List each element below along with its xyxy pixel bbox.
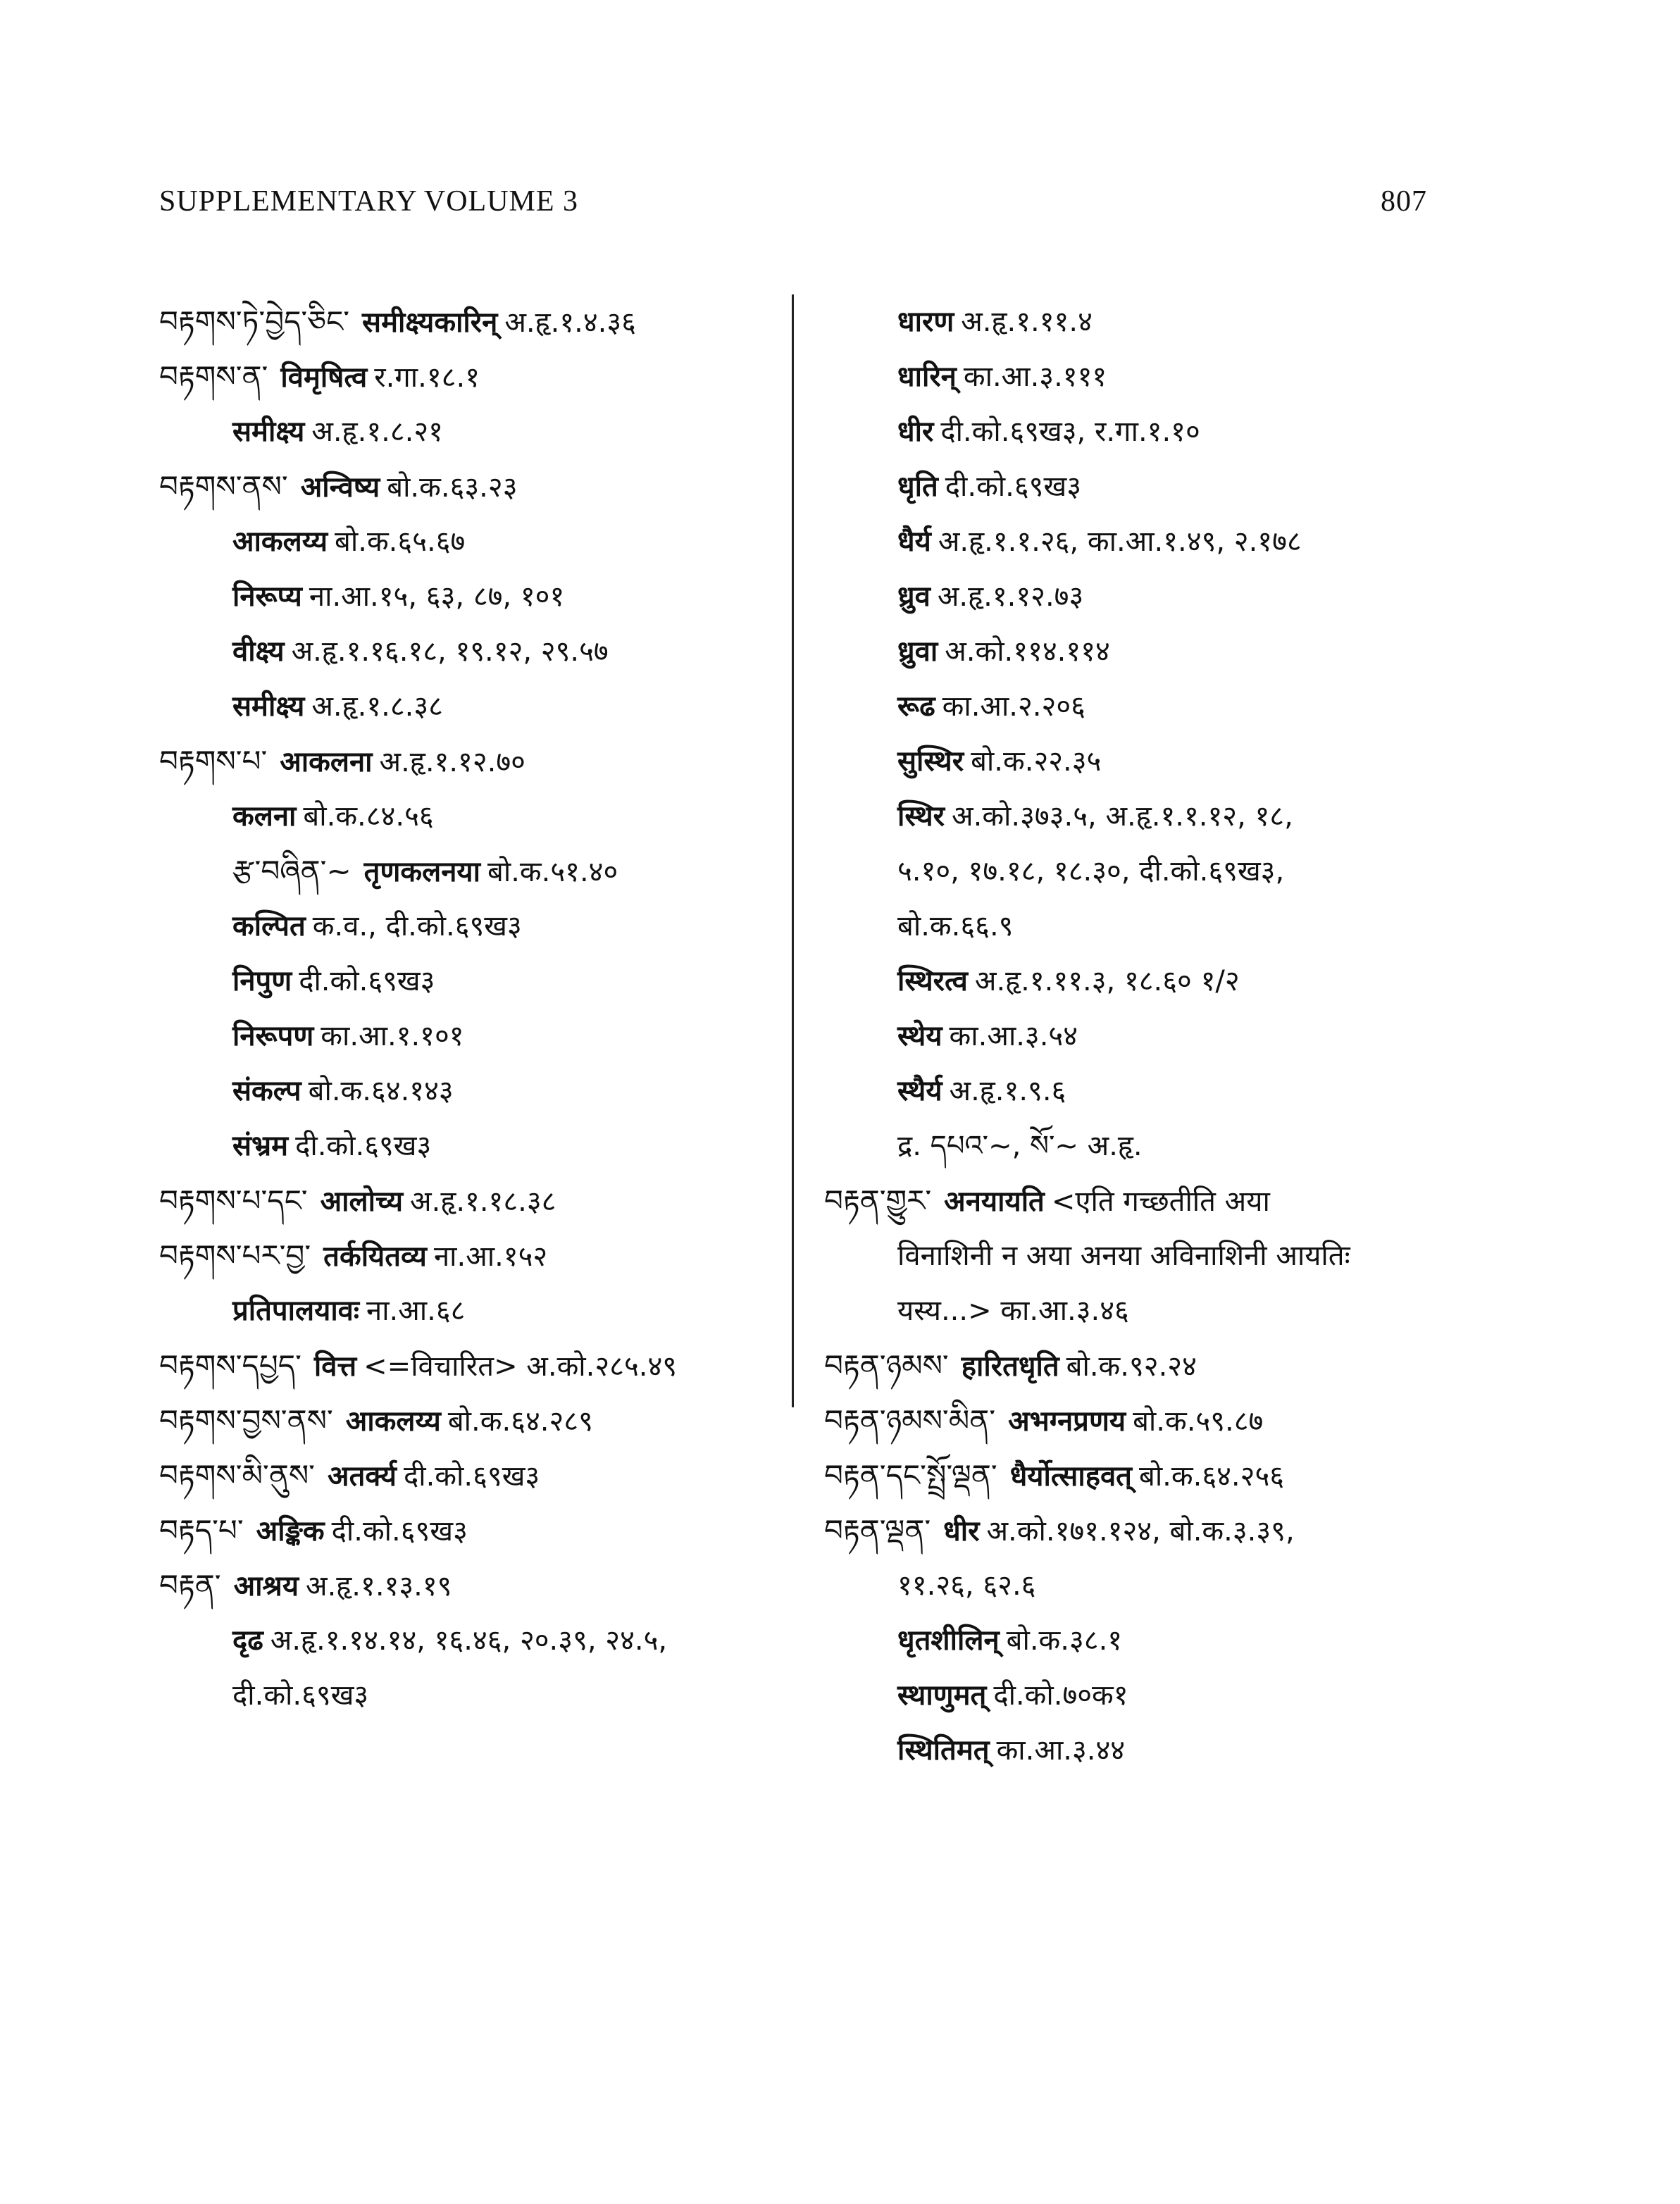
source-reference: ना.आ.१५, ६३, ८७, १०१ (309, 580, 565, 613)
sanskrit-headword: धारिन् (897, 361, 957, 393)
dictionary-entry (159, 1009, 779, 1064)
source-reference: बो.क.२२.३५ (971, 745, 1102, 778)
source-reference: का.आ.३.४४ (996, 1734, 1126, 1767)
source-reference: अ.हृ.१.१४.१४, १६.४६, २०.३९, २४.५, (270, 1624, 668, 1657)
dictionary-entry (159, 1119, 779, 1173)
sanskrit-headword: तृणकलनया (363, 856, 480, 888)
source-reference: र.गा.१८.१ (374, 361, 480, 394)
dictionary-entry (159, 1064, 779, 1119)
sanskrit-headword: स्थिर (897, 800, 945, 833)
tibetan-term: བརྟགས་པ་དང་ (159, 1183, 308, 1218)
source-reference: <एति गच्छतीति अया (1051, 1185, 1270, 1218)
tibetan-term: བརྟན་གྱུར་ (824, 1183, 932, 1218)
right-column (824, 294, 1486, 1778)
dictionary-entry (824, 1173, 1486, 1228)
sanskrit-headword: कल्पित (232, 910, 306, 942)
dictionary-entry (159, 844, 779, 899)
sanskrit-headword: अङ्किक (256, 1515, 325, 1548)
sanskrit-headword: धीर (897, 416, 934, 448)
column-divider (792, 294, 794, 1407)
dictionary-entry (159, 1338, 779, 1393)
dictionary-entry (824, 514, 1486, 569)
dictionary-entry (824, 1668, 1486, 1723)
source-reference: अ.को.३७३.५, अ.हृ.१.१.१२, १८, (952, 800, 1293, 833)
source-reference: दी.को.६९ख३ (232, 1679, 369, 1712)
source-reference: दी.को.६९ख३ (945, 471, 1081, 503)
page-number: 807 (1381, 185, 1427, 218)
tibetan-term: བརྟན་ལྡན་ (824, 1513, 931, 1548)
sanskrit-headword: रूढ (897, 690, 935, 723)
tibetan-term: བརྟགས་ན་ (159, 359, 268, 394)
dictionary-entry (159, 1503, 779, 1558)
dictionary-entry (159, 679, 779, 734)
sanskrit-headword: तर्कयितव्य (323, 1240, 427, 1273)
dictionary-entry (824, 954, 1486, 1009)
dictionary-entry (159, 624, 779, 679)
tibetan-term: བརྟན་དང་སྤྲོ་ལྡན་ (824, 1458, 997, 1493)
source-reference: अ.को.१७१.१२४, बो.क.३.३९, (986, 1515, 1295, 1548)
sanskrit-headword: धैर्योत्साहवत् (1009, 1460, 1132, 1493)
source-reference: का.आ.३.५४ (949, 1020, 1078, 1052)
source-reference: दी.को.७०क१ (993, 1679, 1128, 1712)
source-reference: बो.क.५१.४० (487, 856, 618, 888)
source-reference: ५.१०, १७.१८, १८.३०, दी.को.६९ख३, (897, 855, 1285, 888)
sanskrit-headword: स्थैर्य (897, 1075, 942, 1107)
tibetan-term: བརྟན་ (159, 1568, 221, 1602)
dictionary-entry (159, 404, 779, 459)
dictionary-entry (824, 349, 1486, 404)
tibetan-term: བརྟགས་བྱས་ནས་ (159, 1403, 333, 1438)
source-reference: अ.हृ.१.८.३८ (311, 690, 443, 723)
dictionary-entry (159, 1558, 779, 1613)
tibetan-term: བརྟགས་པ་ (159, 744, 268, 778)
source-reference: बो.क.६५.६७ (335, 525, 466, 558)
source-reference: विनाशिनी न अया अनया अविनाशिनी आयतिः (897, 1240, 1350, 1272)
source-reference: ११.२६, ६२.६ (897, 1569, 1036, 1602)
source-reference: अ.हृ.१.१६.१८, १९.१२, २९.५७ (291, 635, 609, 668)
sanskrit-headword: संकल्प (232, 1075, 301, 1107)
source-reference: दी.को.६९ख३ (403, 1460, 540, 1493)
sanskrit-headword: स्थेय (897, 1020, 942, 1052)
sanskrit-headword: आश्रय (233, 1570, 299, 1602)
dictionary-entry (159, 1668, 779, 1723)
dictionary-entry (159, 1283, 779, 1338)
source-reference: <=विचारित> अ.को.२८५.४९ (363, 1350, 678, 1383)
dictionary-entry (824, 899, 1486, 954)
tibetan-term: བརྟགས་པར་བྱ་ (159, 1238, 311, 1273)
source-reference: अ.हृ.१.११.४ (961, 306, 1093, 338)
source-reference: दी.को.६९ख३, र.गा.१.१० (940, 416, 1200, 448)
sanskrit-headword: सुस्थिर (897, 745, 964, 778)
dictionary-entry (824, 1064, 1486, 1119)
dictionary-entry (159, 349, 779, 404)
source-reference: का.आ.२.२०६ (942, 690, 1085, 723)
tibetan-term: བརྟགས་ཏེ་བྱེད་ཅིང་ (159, 304, 350, 339)
sanskrit-headword: निपुण (232, 965, 292, 997)
sanskrit-headword: निरूप्य (232, 580, 302, 613)
source-reference: का.आ.३.१११ (963, 361, 1107, 393)
dictionary-entry (159, 1228, 779, 1283)
dictionary-entry (824, 459, 1486, 514)
source-reference: बो.क.५९.८७ (1133, 1405, 1264, 1438)
source-reference: का.आ.१.१०१ (321, 1020, 464, 1052)
running-header: SUPPLEMENTARY VOLUME 3 (159, 185, 579, 218)
sanskrit-headword: समीक्ष्य (232, 416, 305, 448)
dictionary-entry (824, 1009, 1486, 1064)
sanskrit-headword: समीक्ष्य (232, 690, 305, 723)
sanskrit-headword: दृढ (232, 1624, 263, 1657)
dictionary-entry (824, 624, 1486, 679)
sanskrit-headword: धैर्य (897, 525, 931, 558)
sanskrit-headword: अनयायति (944, 1185, 1045, 1218)
sanskrit-headword: वीक्ष्य (232, 635, 285, 668)
dictionary-entry (824, 789, 1486, 844)
sanskrit-headword: आलोच्य (320, 1185, 404, 1218)
source-reference: अ.हृ.१.१.२६, का.आ.१.४९, २.१७८ (938, 525, 1302, 558)
dictionary-entry (824, 1338, 1486, 1393)
dictionary-entry (159, 459, 779, 514)
dictionary-entry (824, 294, 1486, 349)
source-reference: बो.क.६४.१४३ (308, 1075, 454, 1107)
sanskrit-headword: धीर (943, 1515, 980, 1548)
dictionary-entry (159, 734, 779, 789)
source-reference: ना.आ.६८ (366, 1295, 466, 1327)
dictionary-entry (159, 294, 779, 349)
tibetan-term: བརྟགས་ནས་ (159, 469, 288, 504)
sanskrit-headword: निरूपण (232, 1020, 314, 1052)
dictionary-entry (159, 1393, 779, 1448)
dictionary-entry (824, 1723, 1486, 1778)
sanskrit-headword: अभग्नप्रणय (1008, 1405, 1126, 1438)
source-reference: क.व., दी.को.६९ख३ (312, 910, 522, 942)
dictionary-entry (824, 1283, 1486, 1338)
sanskrit-headword: अतर्क्य (328, 1460, 397, 1493)
source-reference: अ.हृ.१.१२.७० (379, 746, 525, 778)
source-reference: बो.क.९२.२४ (1066, 1350, 1197, 1383)
dictionary-entry (159, 1173, 779, 1228)
sanskrit-headword: वित्त (313, 1350, 357, 1383)
tibetan-term: བརྟད་པ་ (159, 1513, 244, 1548)
source-reference: अ.हृ.१.१३.१९ (306, 1570, 452, 1602)
dictionary-entry (159, 899, 779, 954)
sanskrit-headword: ध्रुवा (897, 635, 938, 668)
sanskrit-headword: कलना (232, 800, 297, 833)
sanskrit-headword: धृति (897, 471, 938, 503)
dictionary-entry (824, 1503, 1486, 1558)
sanskrit-headword: समीक्ष्यकारिन् (362, 306, 498, 339)
sanskrit-headword: अन्विष्य (300, 471, 380, 504)
sanskrit-headword: आकलय्य (345, 1405, 441, 1438)
left-column (159, 294, 779, 1723)
tibetan-term: བརྟགས་དཔྱད་ (159, 1348, 301, 1383)
tibetan-term: བརྟན་ཉམས་མིན་ (824, 1403, 996, 1438)
sanskrit-headword: हारितधृति (961, 1350, 1059, 1383)
sanskrit-headword: ध्रुव (897, 580, 931, 613)
source-reference: अ.को.११४.११४ (945, 635, 1110, 668)
tibetan-term: རྩ་བཞིན་~ (232, 854, 351, 888)
source-reference: अ.हृ.१.१२.७३ (937, 580, 1084, 613)
sanskrit-headword: स्थितिमत् (897, 1734, 990, 1767)
source-reference: दी.को.६९ख३ (295, 1130, 432, 1162)
dictionary-entry (824, 404, 1486, 459)
dictionary-entry (159, 789, 779, 844)
dictionary-entry (824, 569, 1486, 624)
sanskrit-headword: विमृषित्व (280, 361, 368, 394)
sanskrit-headword: प्रतिपालयावः (232, 1295, 359, 1327)
source-reference: बो.क.३८.१ (1006, 1624, 1123, 1657)
dictionary-entry (824, 844, 1486, 899)
sanskrit-headword: धृतशीलिन् (897, 1624, 1000, 1657)
source-reference: बो.क.६३.२३ (387, 471, 518, 504)
source-reference: यस्य...> का.आ.३.४६ (897, 1295, 1129, 1327)
dictionary-entry (824, 1228, 1486, 1283)
dictionary-entry (824, 679, 1486, 734)
source-reference: अ.हृ.१.८.२१ (311, 416, 443, 448)
dictionary-entry (159, 514, 779, 569)
sanskrit-headword: धारण (897, 306, 954, 338)
dictionary-entry (159, 954, 779, 1009)
sanskrit-headword: स्थाणुमत् (897, 1679, 987, 1712)
dictionary-entry (824, 1613, 1486, 1668)
tibetan-term: བརྟན་ཉམས་ (824, 1348, 949, 1383)
sanskrit-headword: संभ्रम (232, 1130, 289, 1162)
sanskrit-headword: स्थिरत्व (897, 965, 968, 997)
source-reference: दी.को.६९ख३ (299, 965, 435, 997)
dictionary-entry (824, 734, 1486, 789)
dictionary-entry (824, 1393, 1486, 1448)
source-reference: बो.क.६६.९ (897, 910, 1014, 942)
source-reference: अ.हृ.१.९.६ (949, 1075, 1066, 1107)
source-reference: अ.हृ.१.४.३६ (504, 306, 636, 339)
source-reference: ना.आ.१५२ (433, 1240, 548, 1273)
source-reference: बो.क.८४.५६ (303, 800, 434, 833)
dictionary-entry (159, 1448, 779, 1503)
dictionary-entry (824, 1448, 1486, 1503)
tibetan-term: བརྟགས་མི་ནུས་ (159, 1458, 316, 1493)
dictionary-entry (824, 1119, 1486, 1173)
source-reference: दी.को.६९ख३ (331, 1515, 468, 1548)
source-reference: अ.हृ.१.११.३, १८.६० १/२ (974, 965, 1240, 997)
dictionary-entry (824, 1558, 1486, 1613)
source-reference: बो.क.६४.२८९ (447, 1405, 593, 1438)
source-reference: अ.हृ.१.१८.३८ (410, 1185, 556, 1218)
source-reference: बो.क.६४.२५६ (1138, 1460, 1285, 1493)
sanskrit-headword: आकलना (280, 746, 373, 778)
source-reference: द्र. དཔའ་~, སོ་~ अ.हृ. (897, 1130, 1143, 1162)
dictionary-entry (159, 569, 779, 624)
sanskrit-headword: आकलय्य (232, 525, 328, 558)
dictionary-entry (159, 1613, 779, 1668)
